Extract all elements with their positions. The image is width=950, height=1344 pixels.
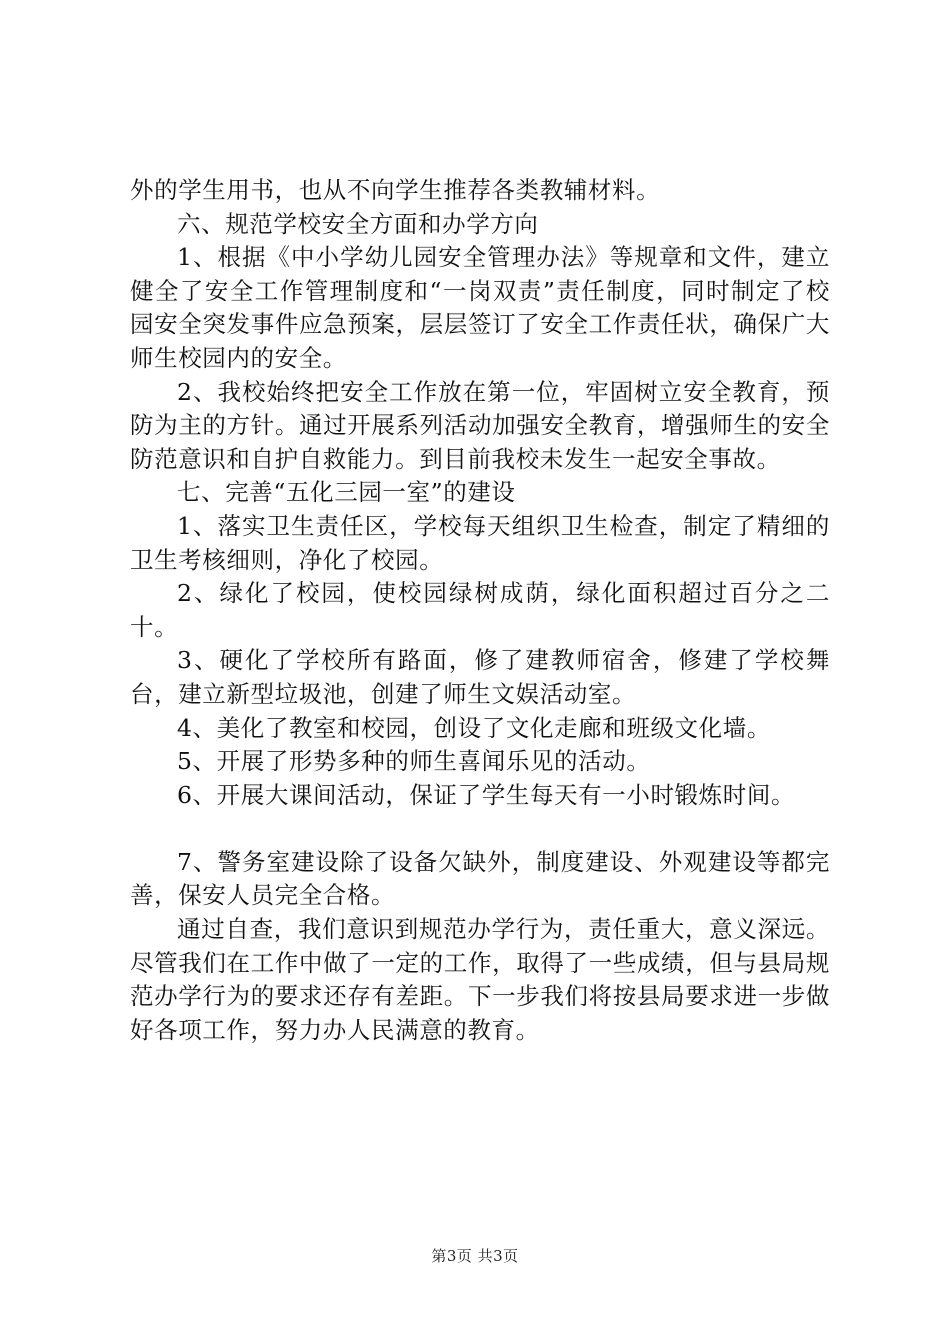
paragraph: 七、完善“五化三园一室”的建设 (177, 478, 516, 507)
paragraph: 2、绿化了校园，使校园绿树成荫，绿化面积超过百分之二十。 (130, 579, 830, 641)
blank-line (130, 812, 830, 846)
paragraph: 4、美化了教室和校园，创设了文化走廊和班级文化墙。 (177, 713, 771, 742)
paragraph: 2、我校始终把安全工作放在第一位，牢固树立安全教育，预防为主的方针。通过开展系列活动加强安全教育，增强师生的安全防范意识和自护自救能力。到目前我校未发生一起安全事故。 (130, 377, 830, 473)
paragraph: 5、开展了形势多种的师生喜闻乐见的活动。 (177, 747, 651, 776)
paragraph: 1、根据《中小学幼儿园安全管理办法》等规章和文件，建立健全了安全工作管理制度和“一岗双责”责任制度，同时制定了校园安全突发事件应急预案，层层签订了安全工作责任状，确保广大师生校园内的安全。 (130, 243, 830, 372)
paragraph: 通过自查，我们意识到规范办学行为，责任重大，意义深远。尽管我们在工作中做了一定的工作，取得了一些成绩，但与县局规范办学行为的要求还存有差距。下一步我们将按县局要求进一步做好各项工作，努力办人民满意的教育。 (130, 915, 830, 1044)
paragraph: 1、落实卫生责任区，学校每天组织卫生检查，制定了精细的卫生考核细则，净化了校园。 (130, 511, 830, 574)
paragraph: 7、警务室建设除了设备欠缺外，制度建设、外观建设等都完善，保安人员完全合格。 (130, 847, 830, 910)
paragraph: 六、规范学校安全方面和办学方向 (177, 209, 539, 238)
paragraph: 6、开展大课间活动，保证了学生每天有一小时锻炼时间。 (177, 780, 796, 809)
paragraph: 外的学生用书，也从不向学生推荐各类教辅材料。 (130, 176, 661, 204)
paragraph: 3、硬化了学校所有路面，修了建教师宿舍，修建了学校舞台，建立新型垃圾池，创建了师生文娱活动室。 (130, 646, 830, 708)
document-body (130, 174, 830, 1047)
page-footer: 第3页 共3页 (431, 1247, 519, 1265)
